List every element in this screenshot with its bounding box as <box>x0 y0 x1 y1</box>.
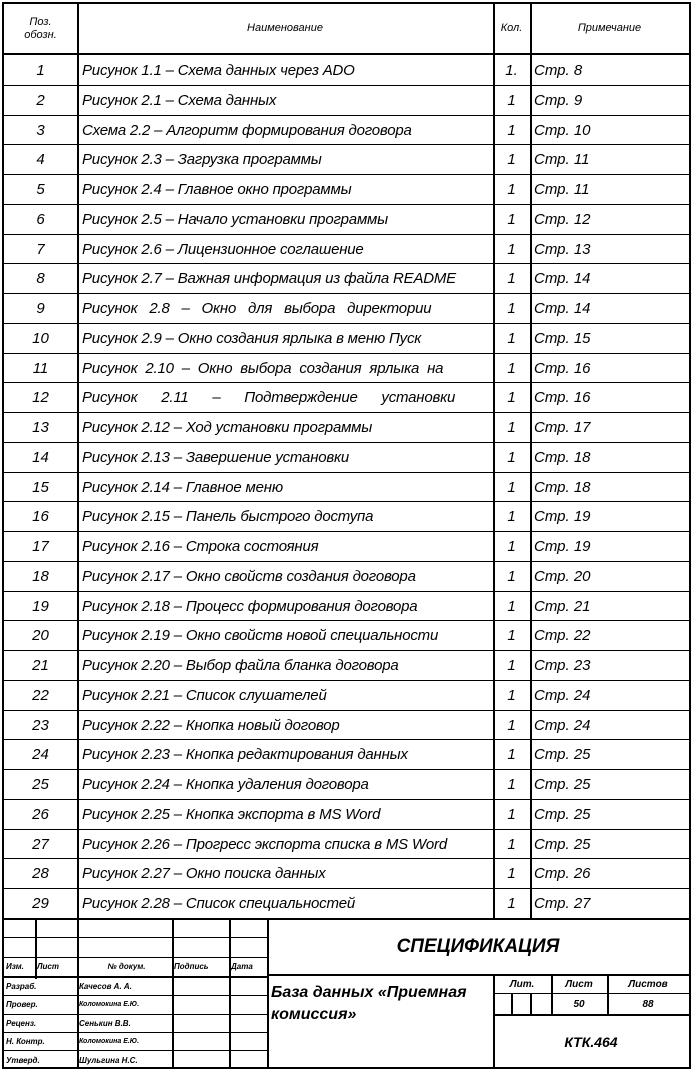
person-name: Коломокина Е.Ю. <box>79 1000 140 1008</box>
lit-label: Лит. <box>509 978 535 990</box>
row-position: 19 <box>32 597 49 615</box>
row-name: Рисунок 2.3 – Загрузка программы <box>82 150 322 168</box>
row-quantity: 1 <box>507 507 516 525</box>
row-note: Стр. 25 <box>534 805 591 823</box>
row-position: 23 <box>32 716 49 734</box>
row-quantity: 1 <box>507 686 516 704</box>
row-name: Рисунок 1.1 – Схема данных через ADO <box>82 61 355 79</box>
row-position: 2 <box>36 91 45 109</box>
row-note: Стр. 16 <box>534 359 591 377</box>
row-quantity: 1 <box>507 180 516 198</box>
col-izm: Изм. <box>6 962 24 971</box>
row-quantity: 1 <box>507 537 516 555</box>
row-position: 12 <box>32 388 49 406</box>
row-note: Стр. 16 <box>534 388 591 406</box>
sheet-label: Лист <box>565 978 593 990</box>
role-label: Разраб. <box>6 981 37 991</box>
col-list: Лист <box>37 962 59 971</box>
col-date: Дата <box>231 962 253 971</box>
row-name: Рисунок 2.18 – Процесс формирования договора <box>82 597 418 615</box>
row-position: 24 <box>32 745 49 763</box>
sheet-number: 50 <box>573 998 585 1010</box>
row-position: 27 <box>32 835 49 853</box>
row-name: Рисунок 2.26 – Прогресс экспорта списка в MS Word <box>82 835 447 853</box>
row-note: Стр. 13 <box>534 240 591 258</box>
row-note: Стр. 25 <box>534 835 591 853</box>
row-position: 8 <box>36 269 45 287</box>
row-note: Стр. 14 <box>534 299 591 317</box>
row-note: Стр. 19 <box>534 537 591 555</box>
row-note: Стр. 12 <box>534 210 591 228</box>
person-name: Коломокина Е.Ю. <box>79 1037 140 1045</box>
row-position: 5 <box>36 180 45 198</box>
row-name: Рисунок 2.12 – Ход установки программы <box>82 418 373 436</box>
row-note: Стр. 24 <box>534 716 591 734</box>
row-position: 7 <box>36 240 45 258</box>
person-name: Сенькин В.В. <box>79 1018 131 1028</box>
col-signature: Подпись <box>174 962 209 971</box>
row-quantity: 1 <box>507 864 516 882</box>
row-quantity: 1 <box>507 448 516 466</box>
row-quantity: 1 <box>507 745 516 763</box>
row-name: Рисунок 2.11 – Подтверждение установки <box>82 388 456 406</box>
row-name: Рисунок 2.5 – Начало установки программы <box>82 210 388 228</box>
row-position: 25 <box>32 775 49 793</box>
header-note: Примечание <box>577 22 642 34</box>
header-quantity: Кол. <box>500 22 523 34</box>
header-position: Поз. обозн. <box>24 15 57 41</box>
row-position: 17 <box>32 537 49 555</box>
role-label: Провер. <box>6 999 38 1009</box>
row-position: 15 <box>32 478 49 496</box>
row-position: 1 <box>36 61 45 79</box>
row-note: Стр. 23 <box>534 656 591 674</box>
row-note: Стр. 10 <box>534 121 591 139</box>
row-quantity: 1 <box>507 656 516 674</box>
row-note: Стр. 25 <box>534 745 591 763</box>
row-quantity: 1 <box>507 894 516 912</box>
row-quantity: 1 <box>507 359 516 377</box>
row-note: Стр. 26 <box>534 864 591 882</box>
row-note: Стр. 15 <box>534 329 591 347</box>
row-note: Стр. 11 <box>534 150 590 168</box>
row-quantity: 1 <box>507 150 516 168</box>
row-note: Стр. 11 <box>534 180 590 198</box>
row-name: Рисунок 2.23 – Кнопка редактирования данных <box>82 745 408 763</box>
row-note: Стр. 20 <box>534 567 591 585</box>
row-name: Рисунок 2.7 – Важная информация из файла README <box>82 269 456 287</box>
row-note: Стр. 9 <box>534 91 583 109</box>
row-name: Схема 2.2 – Алгоритм формирования договора <box>82 121 412 139</box>
doc-title: СПЕЦИФИКАЦИЯ <box>396 936 560 957</box>
row-name: Рисунок 2.13 – Завершение установки <box>82 448 350 466</box>
row-position: 29 <box>32 894 49 912</box>
row-quantity: 1 <box>507 775 516 793</box>
row-quantity: 1 <box>507 329 516 347</box>
row-quantity: 1 <box>507 567 516 585</box>
row-quantity: 1. <box>505 61 518 79</box>
role-label: Утверд. <box>6 1055 40 1065</box>
row-note: Стр. 22 <box>534 626 591 644</box>
row-quantity: 1 <box>507 240 516 258</box>
row-name: Рисунок 2.21 – Список слушателей <box>82 686 327 704</box>
role-label: Реценз. <box>6 1018 37 1028</box>
row-position: 22 <box>32 686 49 704</box>
row-note: Стр. 14 <box>534 269 591 287</box>
row-position: 11 <box>32 359 49 377</box>
row-name: Рисунок 2.24 – Кнопка удаления договора <box>82 775 369 793</box>
row-position: 4 <box>36 150 45 168</box>
row-note: Стр. 18 <box>534 478 591 496</box>
row-name: Рисунок 2.17 – Окно свойств создания договора <box>82 567 416 585</box>
row-note: Стр. 24 <box>534 686 591 704</box>
row-quantity: 1 <box>507 210 516 228</box>
row-quantity: 1 <box>507 299 516 317</box>
row-name: Рисунок 2.28 – Список специальностей <box>82 894 356 912</box>
row-position: 21 <box>32 656 49 674</box>
row-quantity: 1 <box>507 835 516 853</box>
role-label: Н. Контр. <box>6 1036 45 1046</box>
person-name: Шульгина Н.С. <box>79 1055 138 1065</box>
grid-line <box>229 976 231 1069</box>
grid-line <box>530 993 532 1014</box>
row-name: Рисунок 2.9 – Окно создания ярлыка в меню Пуск <box>82 329 422 347</box>
row-quantity: 1 <box>507 478 516 496</box>
row-note: Стр. 27 <box>534 894 591 912</box>
row-position: 9 <box>36 299 45 317</box>
row-name: Рисунок 2.25 – Кнопка экспорта в MS Word <box>82 805 381 823</box>
row-note: Стр. 25 <box>534 775 591 793</box>
row-note: Стр. 17 <box>534 418 591 436</box>
row-note: Стр. 18 <box>534 448 591 466</box>
row-name: Рисунок 2.14 – Главное меню <box>82 478 283 496</box>
row-name: Рисунок 2.4 – Главное окно программы <box>82 180 352 198</box>
row-position: 20 <box>32 626 49 644</box>
person-name: Качесов А. А. <box>79 981 132 991</box>
row-position: 16 <box>32 507 49 525</box>
row-name: Рисунок 2.15 – Панель быстрого доступа <box>82 507 374 525</box>
row-name: Рисунок 2.8 – Окно для выбора директории <box>82 299 432 317</box>
row-name: Рисунок 2.22 – Кнопка новый договор <box>82 716 340 734</box>
row-note: Стр. 8 <box>534 61 583 79</box>
row-quantity: 1 <box>507 626 516 644</box>
row-position: 26 <box>32 805 49 823</box>
row-position: 18 <box>32 567 49 585</box>
header-name: Наименование <box>247 22 323 34</box>
row-name: Рисунок 2.19 – Окно свойств новой специальности <box>82 626 439 644</box>
grid-line <box>511 993 513 1014</box>
row-position: 3 <box>36 121 45 139</box>
row-quantity: 1 <box>507 805 516 823</box>
row-quantity: 1 <box>507 418 516 436</box>
row-position: 28 <box>32 864 49 882</box>
project-name: База данных «Приемная комиссия» <box>271 984 467 1023</box>
row-quantity: 1 <box>507 597 516 615</box>
row-note: Стр. 21 <box>534 597 591 615</box>
row-position: 13 <box>32 418 49 436</box>
row-name: Рисунок 2.27 – Окно поиска данных <box>82 864 326 882</box>
row-quantity: 1 <box>507 121 516 139</box>
document-code: КТК.464 <box>564 1034 618 1050</box>
row-position: 10 <box>32 329 49 347</box>
row-quantity: 1 <box>507 91 516 109</box>
sheets-count: 88 <box>642 998 654 1010</box>
row-name: Рисунок 2.6 – Лицензионное соглашение <box>82 240 364 258</box>
col-doc-number: № докум. <box>107 962 146 971</box>
grid-line <box>4 937 267 938</box>
row-quantity: 1 <box>507 716 516 734</box>
row-name: Рисунок 2.20 – Выбор файла бланка договора <box>82 656 399 674</box>
row-note: Стр. 19 <box>534 507 591 525</box>
row-name: Рисунок 2.1 – Схема данных <box>82 91 277 109</box>
sheets-label: Листов <box>628 978 668 990</box>
row-position: 14 <box>32 448 49 466</box>
row-quantity: 1 <box>507 269 516 287</box>
row-name: Рисунок 2.16 – Строка состояния <box>82 537 319 555</box>
row-position: 6 <box>36 210 45 228</box>
row-name: Рисунок 2.10 – Окно выбора создания ярлыка на <box>82 359 444 377</box>
row-quantity: 1 <box>507 388 516 406</box>
